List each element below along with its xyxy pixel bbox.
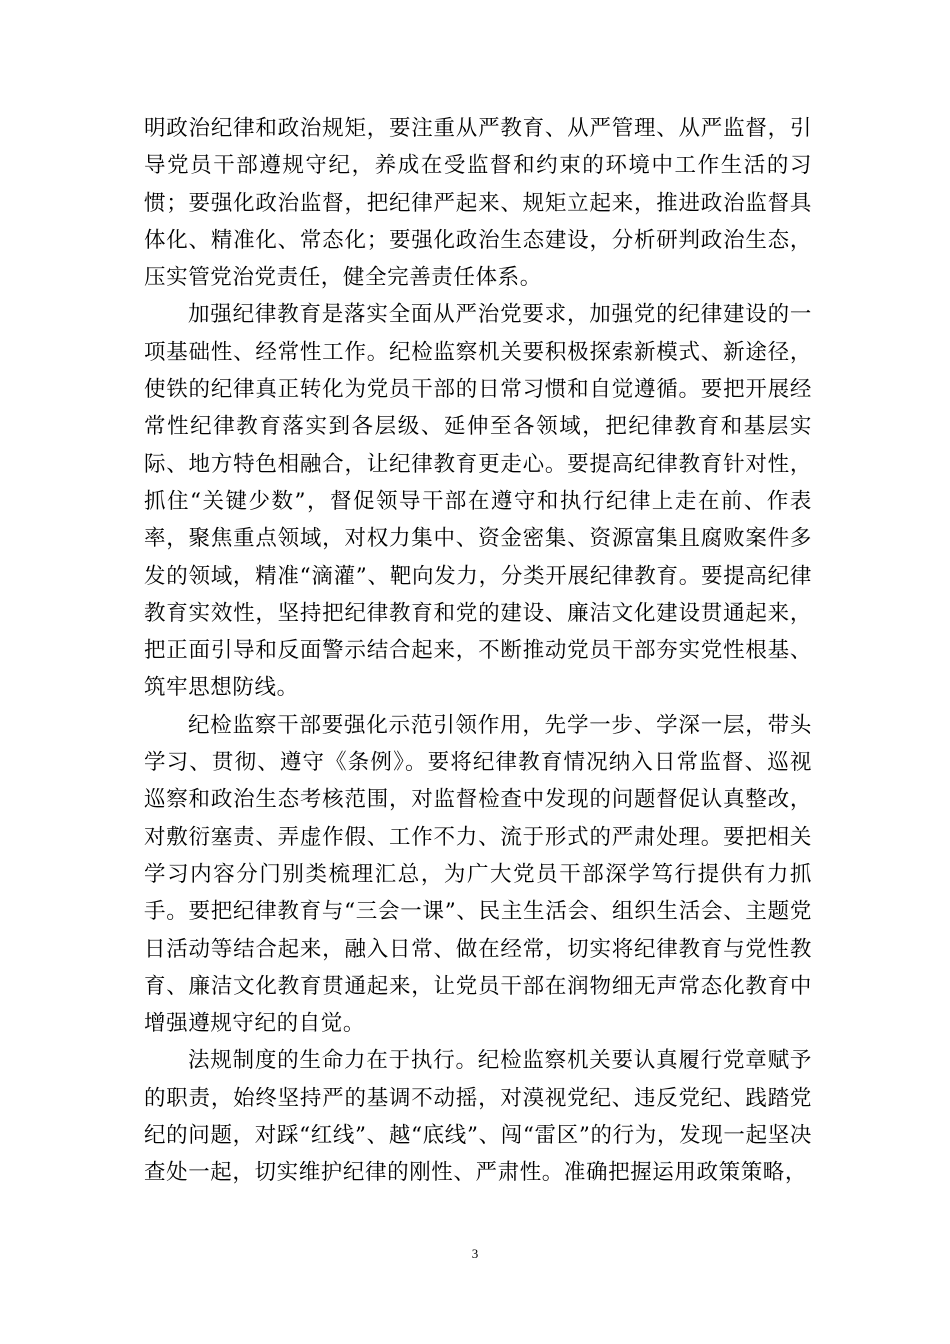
page-number: 3 bbox=[471, 1246, 479, 1261]
paragraph-cadre-role: 纪检监察干部要强化示范引领作用，先学一步、学深一层，带头学习、贯彻、遵守《条例》。要将纪律教育情况纳入日常监督、巡视巡察和政治生态考核范围，对监督检查中发现的问题督促认真整改，对敷衍塞责、弄虚作假、工作不力、流于形式的严肃处理。要把相关学习内容分门别类梳理汇总，为广大党员干部深学笃行提供有力抓手。要把纪律教育与“三会一课”、民主生活会、组织生活会、主题党日活动等结合起来，融入日常、做在经常，切实将纪律教育与党性教育、廉洁文化教育贯通起来，让党员干部在润物细无声常态化教育中增强遵规守纪的自觉。 bbox=[144, 712, 812, 1037]
document-body bbox=[144, 110, 812, 1192]
paragraph-continuation: 明政治纪律和政治规矩，要注重从严教育、从严管理、从严监督，引导党员干部遵规守纪，养成在受监督和约束的环境中工作生活的习惯；要强化政治监督，把纪律严起来、规矩立起来，推进政治监督具体化、精准化、常态化；要强化政治生态建设，分析研判政治生态，压实管党治党责任，健全完善责任体系。 bbox=[144, 116, 812, 291]
paragraph-enforcement: 法规制度的生命力在于执行。纪检监察机关要认真履行党章赋予的职责，始终坚持严的基调不动摇，对漠视党纪、违反党纪、践踏党纪的问题，对踩“红线”、越“底线”、闯“雷区”的行为，发现一起坚决查处一起，切实维护纪律的刚性、严肃性。准确把握运用政策策略， bbox=[144, 1048, 812, 1186]
paragraph-discipline-education: 加强纪律教育是落实全面从严治党要求，加强党的纪律建设的一项基础性、经常性工作。纪检监察机关要积极探索新模式、新途径，使铁的纪律真正转化为党员干部的日常习惯和自觉遵循。要把开展经常性纪律教育落实到各层级、延伸至各领域，把纪律教育和基层实际、地方特色相融合，让纪律教育更走心。要提高纪律教育针对性，抓住“关键少数”，督促领导干部在遵守和执行纪律上走在前、作表率，聚焦重点领域，对权力集中、资金密集、资源富集且腐败案件多发的领域，精准“滴灌”、靶向发力，分类开展纪律教育。要提高纪律教育实效性，坚持把纪律教育和党的建设、廉洁文化建设贯通起来，把正面引导和反面警示结合起来，不断推动党员干部夯实党性根基、筑牢思想防线。 bbox=[144, 302, 812, 701]
